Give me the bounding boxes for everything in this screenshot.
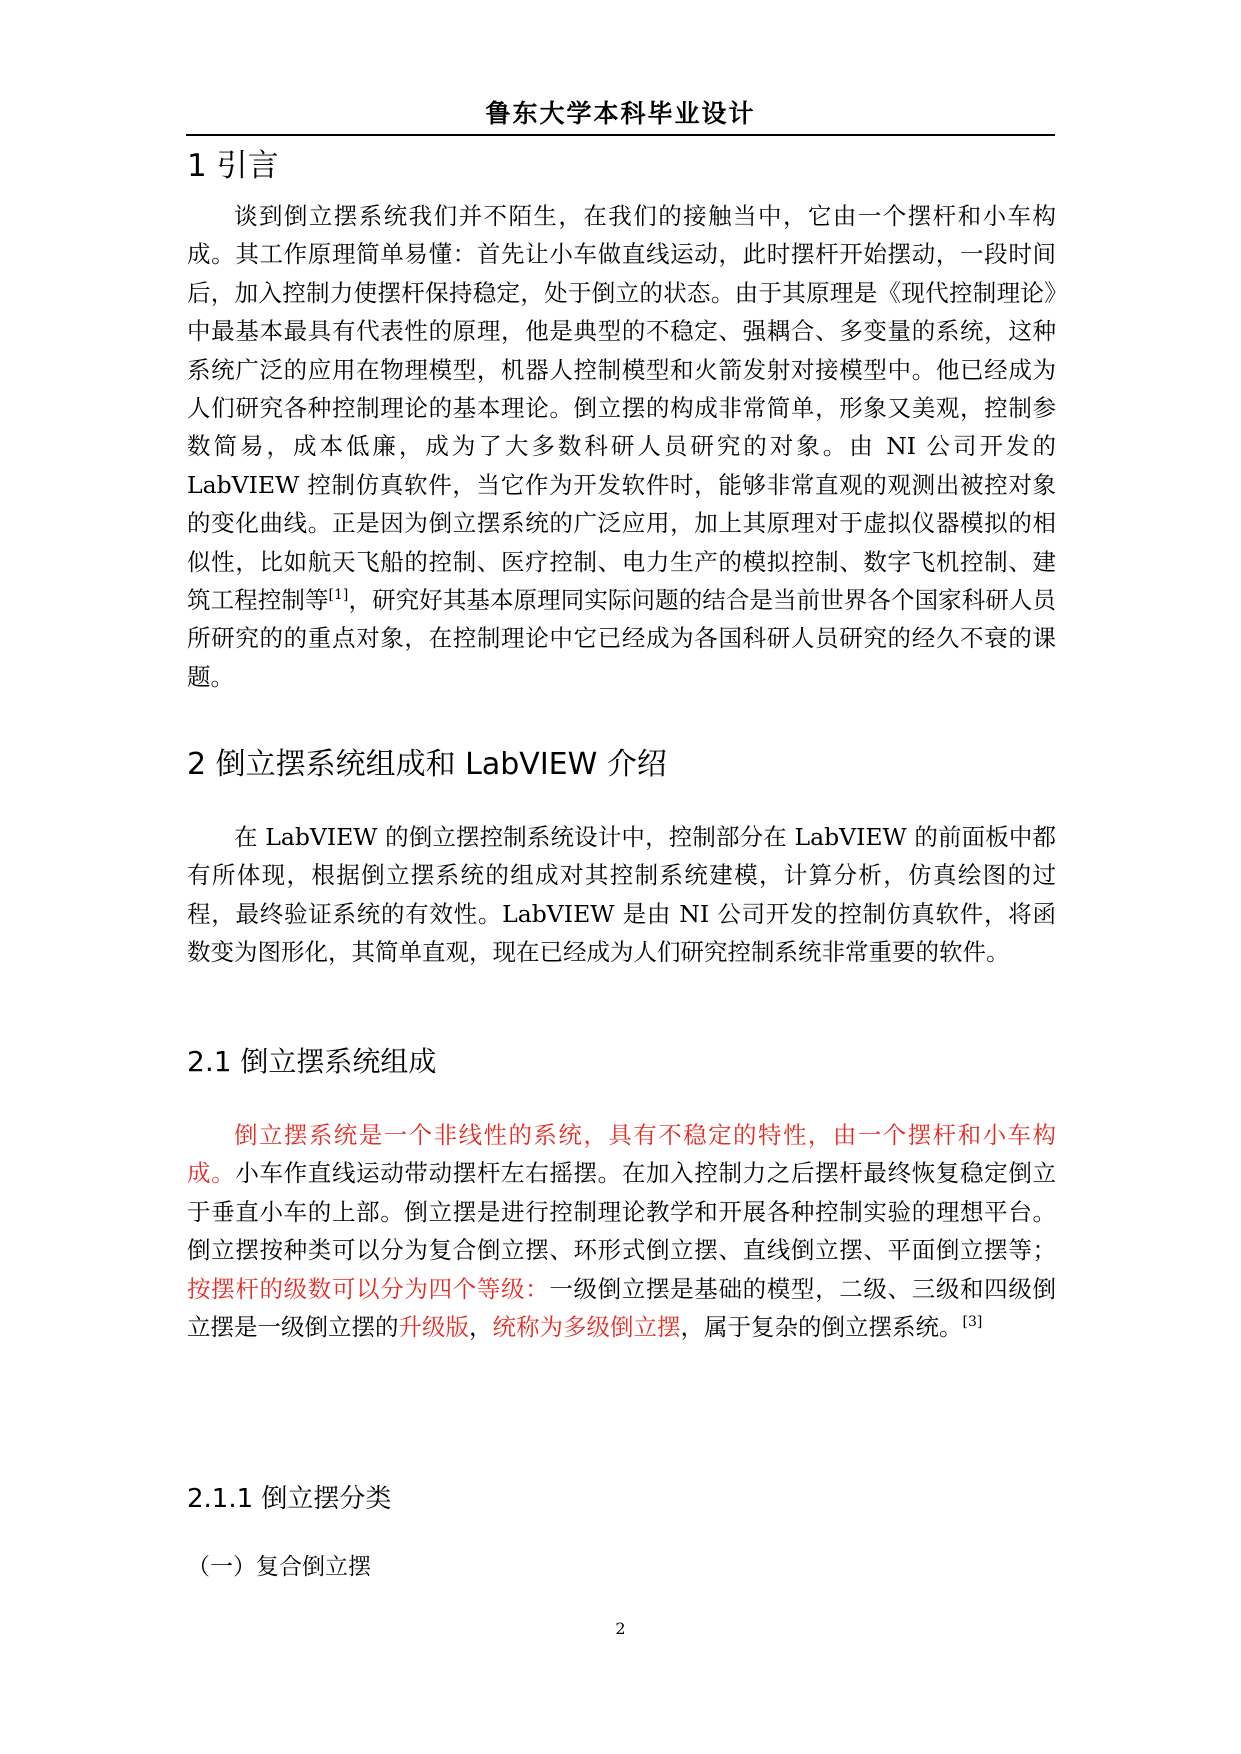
paragraph-text-4: ，属于复杂的倒立摆系统。 [680,1313,963,1342]
section-1-text-tail: ，研究好其基本原理同实际问题的结合是当前世界各个国家科研人员所研究的的重点对象，在控制理论中它已经成为各国科研人员研究的经久不衰的课题。 [187,586,1057,691]
page-number: 2 [615,1619,626,1638]
highlight-text-4: 统称为多级倒立摆 [492,1313,681,1342]
citation-1: [1] [328,587,349,604]
paragraph-text-2: 一级倒立摆是基础的模型，二级、三级和四级倒立摆是一级倒立摆的 [187,1274,1057,1342]
section-1-paragraph [187,197,1056,696]
highlight-text-3: 升级版 [398,1313,469,1342]
citation-3: [3] [962,1314,983,1331]
highlight-text-1: 倒立摆系统是一个非线性的系统，具有不稳定的特性，由一个摆杆和小车构成。 [187,1121,1056,1188]
section-2-1-1-heading: 2.1.1 倒立摆分类 [187,1484,392,1514]
section-1-text: 谈到倒立摆系统我们并不陌生，在我们的接触当中，它由一个摆杆和小车构成。其工作原理简单易懂：首先让小车做直线运动，此时摆杆开始摆动，一段时间后，加入控制力使摆杆保持稳定，处于倒立的状态。由于其原理是《现代控制理论》中最基本最具有代表性的原理，他是典型的不稳定、强耦合、多变量的系统，这种系统广泛的应用在物理模型，机器人控制模型和火箭发射对接模型中。他已经成为人们研究各种控制理论的基本理论。倒立摆的构成非常简单，形象又美观，控制参数简易，成本低廉，成为了大多数科研人员研究的对象。由 NI 公司开发的 LabVIEW 控制仿真软件，当它作为开发软件时，能够非常直观的观测出被控对象的变化曲线。正是因为倒立摆系统的广泛应用，加上其原理对于虚拟仪器模拟的相似性，比如航天飞船的控制、医疗控制、电力生产的模拟控制、数字飞机控制、建筑工程控制等 [187,202,1056,615]
paragraph-text-1: 小车作直线运动带动摆杆左右摇摆。在加入控制力之后摆杆最终恢复稳定倒立于垂直小车的上部。倒立摆是进行控制理论教学和开展各种控制实验的理想平台。倒立摆按种类可以分为复合倒立摆、环形式倒立摆、直线倒立摆、平面倒立摆等； [187,1159,1057,1265]
header-divider [186,134,1055,136]
section-2-paragraph: 在 LabVIEW 的倒立摆控制系统设计中，控制部分在 LabVIEW 的前面板中都有所体现，根据倒立摆系统的组成对其控制系统建模，计算分析，仿真绘图的过程，最终验证系统的有效性。LabVIEW 是由 NI 公司开发的控制仿真软件，将函数变为图形化，其简单直观，现在已经成为人们研究控制系统非常重要的软件。 [187,823,1056,967]
subsection-item: （一）复合倒立摆 [187,1554,371,1580]
page-header-title: 鲁东大学本科毕业设计 [485,99,756,128]
paragraph-text-3: ， [469,1313,493,1342]
section-2-heading: 2 倒立摆系统组成和 LabVIEW 介绍 [187,747,667,782]
section-1-heading: 1 引言 [187,148,279,184]
highlight-text-2: 按摆杆的级数可以分为四个等级： [187,1274,550,1303]
section-2-1-paragraph [187,1116,1056,1346]
section-2-1-heading: 2.1 倒立摆系统组成 [187,1045,437,1078]
